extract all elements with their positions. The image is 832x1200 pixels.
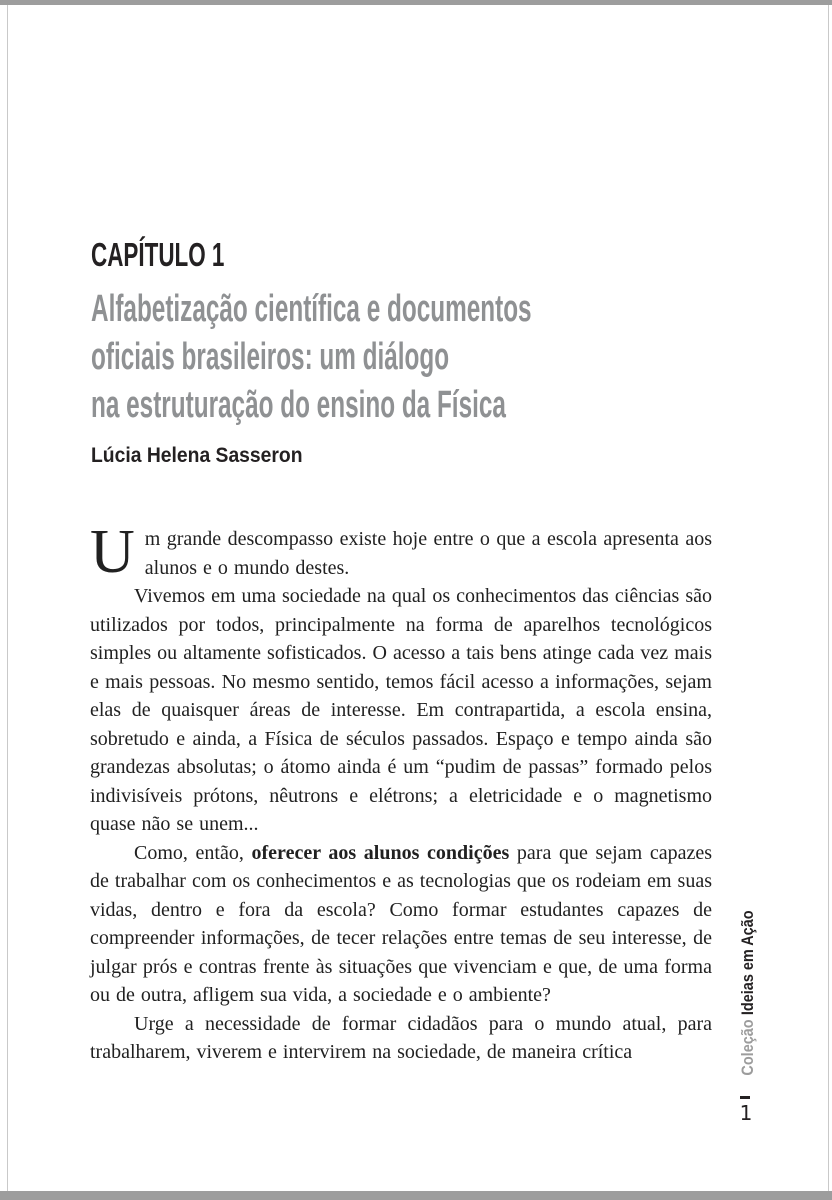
paragraph-3-prefix: Como, então, <box>134 841 252 864</box>
bottom-frame-bar <box>0 1191 832 1200</box>
page-number-separator <box>740 1096 750 1099</box>
chapter-title-line-1: Alfabetização científica e documentos <box>91 288 532 330</box>
paragraph-3 <box>90 839 712 1010</box>
collection-name: Ideias em Ação <box>738 910 757 1016</box>
paragraph-2: Vivemos em uma sociedade na qual os conhecimentos das ciências são utilizados por todos, principalmente na forma de aparelhos tecnológicos simples ou altamente sofisticados. O acesso a tais bens atinge cada vez mais e mais pessoas. No mesmo sentido, temos fácil acesso a informações, sejam elas de quaisquer áreas de interesse. Em contrapartida, a escola ensina, sobretudo e ainda, a Física de séculos passados. Espaço e tempo ainda são grandezas absolutas; o átomo ainda é um “pudim de passas” formado pelos indivisíveis prótons, nêutrons e elétrons; a eletricidade e o magnetismo quase não se unem... <box>90 585 712 835</box>
paragraph-3-emphasis: oferecer aos alunos condições <box>251 841 510 864</box>
paragraph-1 <box>90 518 712 586</box>
collection-label <box>738 910 758 1075</box>
chapter-title-line-3: na estruturação do ensino da Física <box>91 384 506 426</box>
body-text <box>90 518 712 1067</box>
page-number: 1 <box>739 1101 753 1125</box>
paragraph-3-suffix: para que sejam capazes de trabalhar com os conhecimentos e as tecnologias que os rodeiam em suas vidas, dentro e fora da escola? Como formar estudantes capazes de compreender informações, de tecer relações entre temas de seu interesse, de julgar prós e contras frente às situações que vivenciam e que, de uma forma ou de outra, afligem sua vida, a sociedade e o ambiente? <box>90 841 712 1006</box>
drop-cap: U <box>90 518 135 586</box>
author-name: Lúcia Helena Sasseron <box>91 444 303 467</box>
paragraph-4: Urge a necessidade de formar cidadãos para o mundo atual, para trabalharem, viverem e intervirem na sociedade, de maneira crítica <box>90 1012 712 1063</box>
book-page <box>7 5 829 1191</box>
collection-prefix: Coleção <box>738 1019 757 1076</box>
chapter-title-line-2: oficiais brasileiros: um diálogo <box>91 336 450 378</box>
paragraph-1-text: m grande descompasso existe hoje entre o que a escola apresenta aos alunos e o mundo destes. <box>144 528 712 579</box>
chapter-title <box>91 285 532 429</box>
chapter-label: CAPÍTULO 1 <box>91 236 225 273</box>
